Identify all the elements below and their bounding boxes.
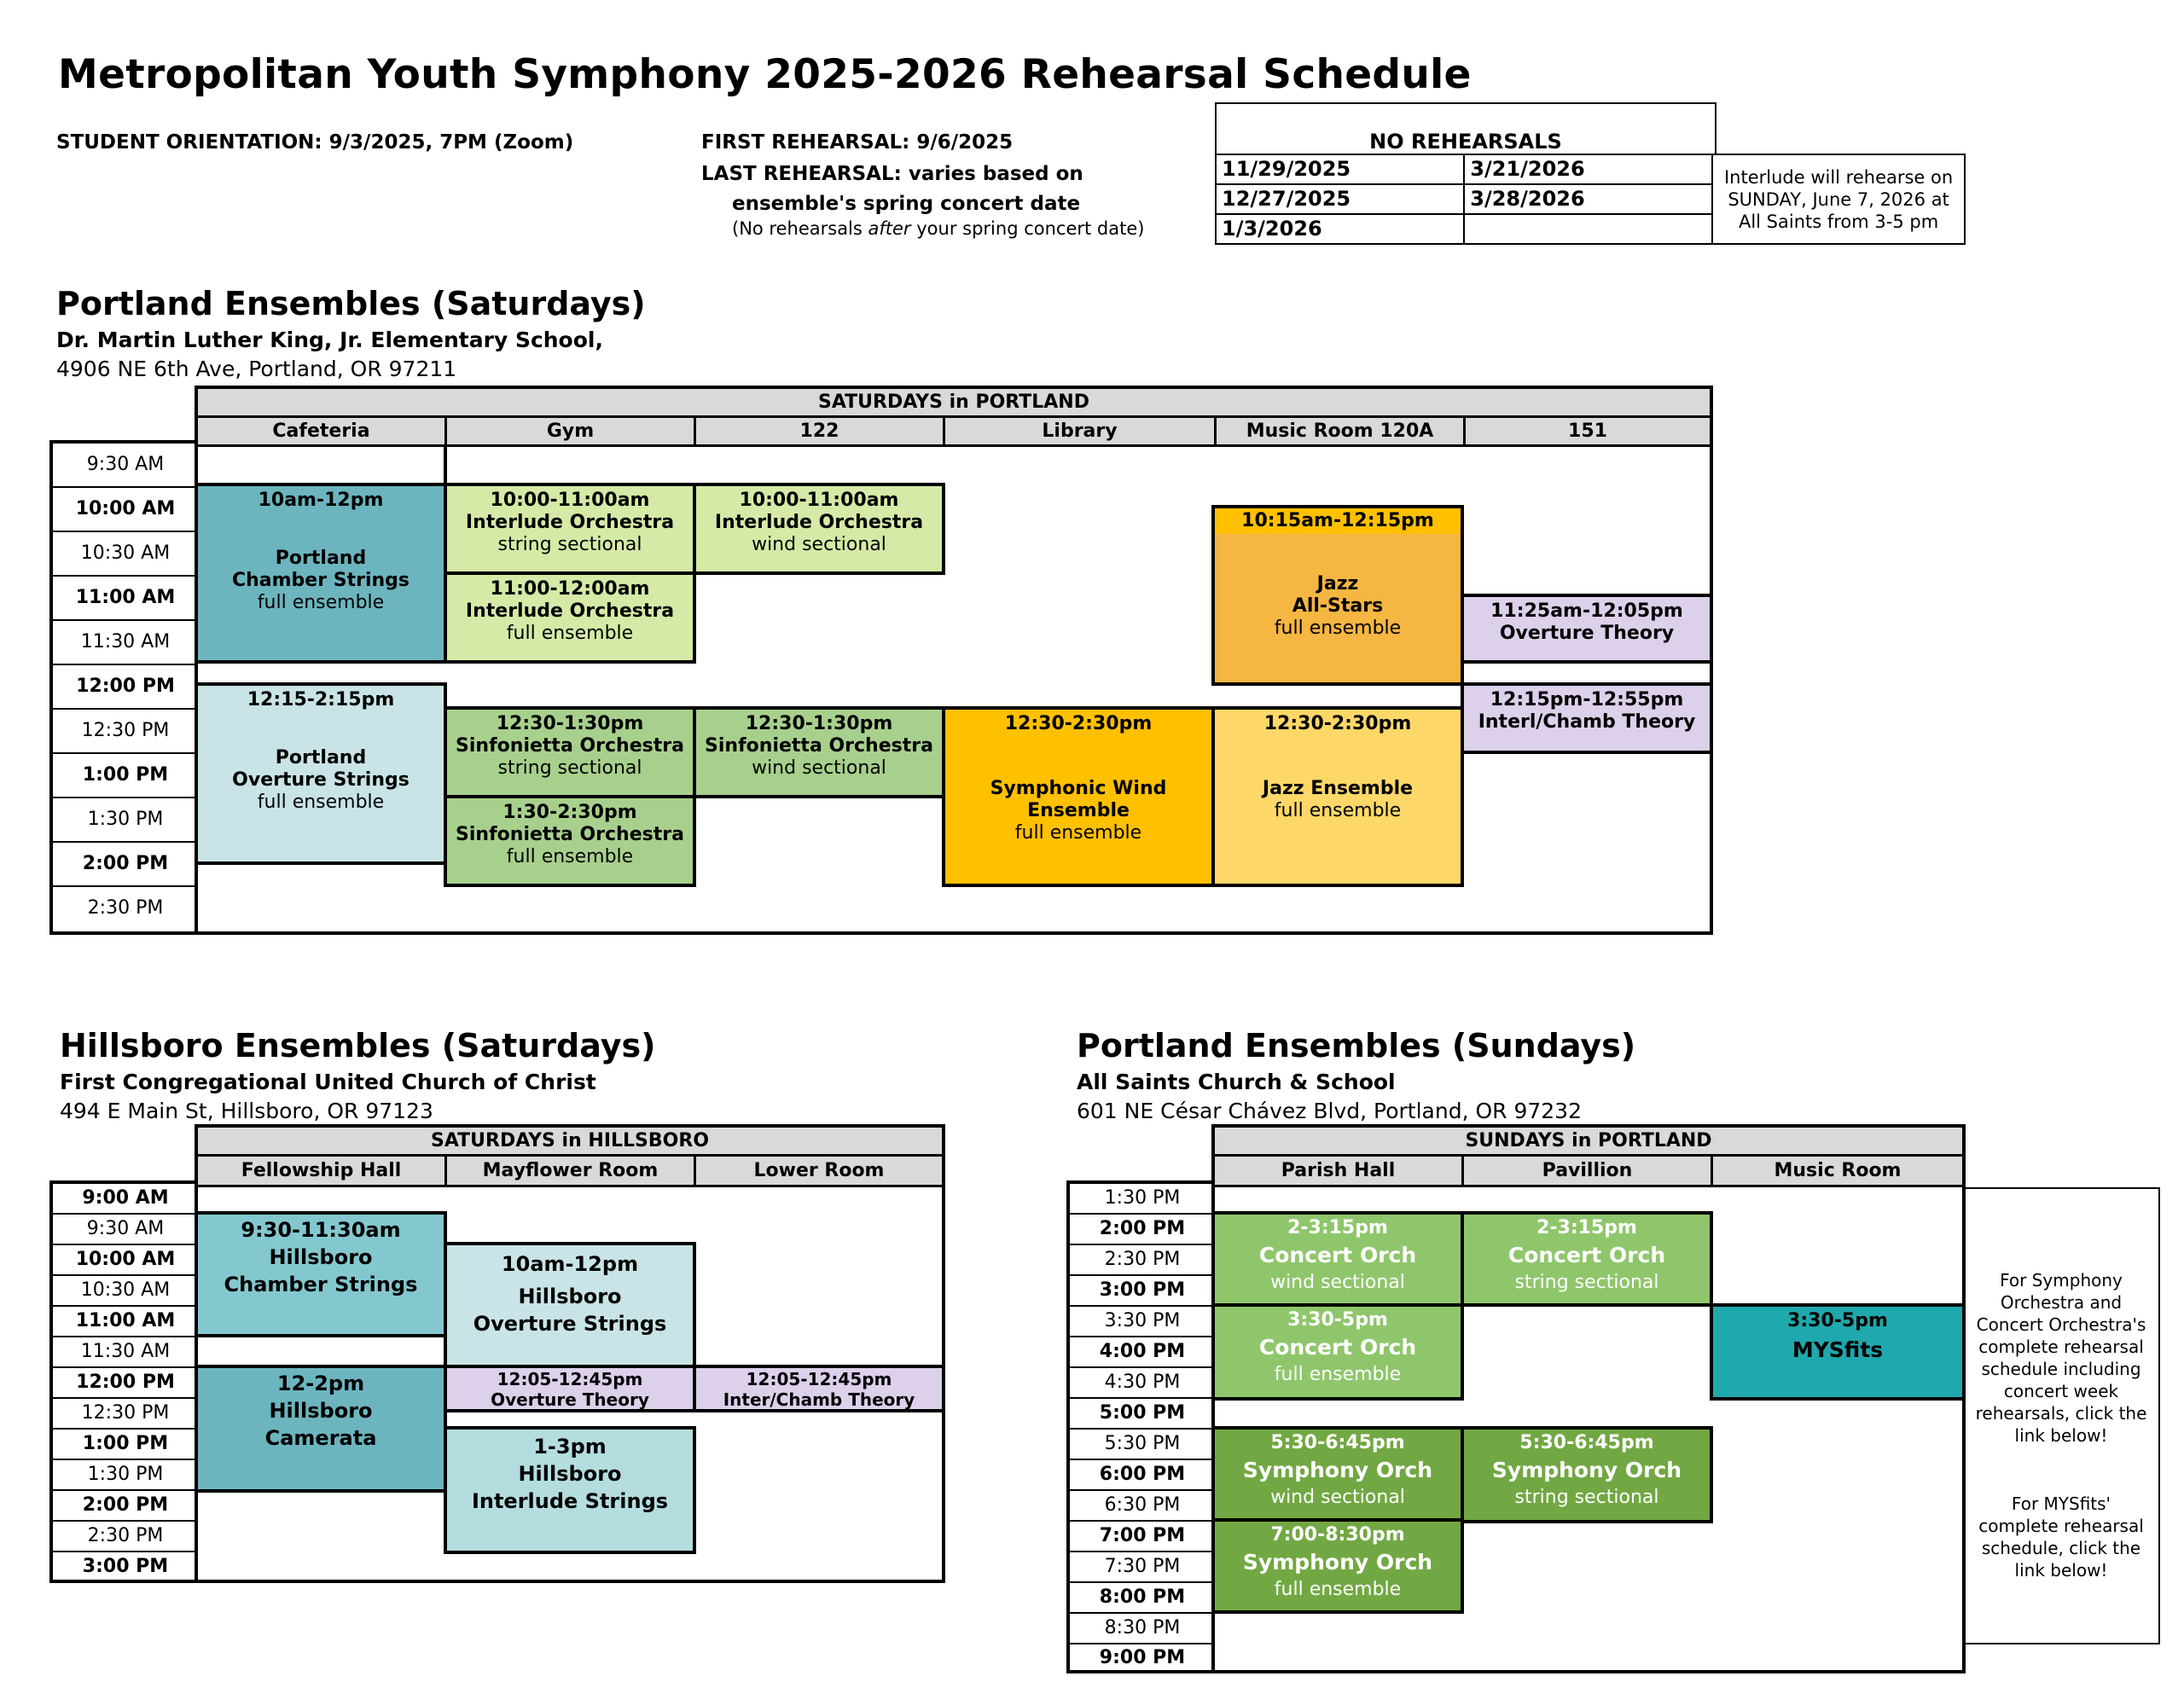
portland-sat-title: Portland Ensembles (Saturdays) (56, 285, 646, 322)
no-rehearsal-date: 12/27/2025 (1216, 184, 1464, 214)
block-jazz-ensemble[interactable] (1211, 706, 1464, 887)
block-type: wind sectional (1270, 1487, 1405, 1508)
block-time: 3:30-5pm (1287, 1309, 1388, 1331)
time-label: 6:00 PM (1070, 1460, 1215, 1491)
block-name: Overture Theory (1499, 623, 1675, 644)
time-label: 5:30 PM (1070, 1430, 1215, 1460)
time-label: 1:30 PM (53, 1460, 198, 1491)
block-time: 5:30-6:45pm (1270, 1432, 1405, 1453)
block-time: 12:30-1:30pm (496, 713, 644, 734)
time-label: 9:30 AM (53, 444, 198, 488)
room-library: Library (945, 418, 1217, 447)
room-cafeteria: Cafeteria (198, 418, 447, 447)
time-label: 11:30 AM (53, 621, 198, 665)
block-time: 12:30-2:30pm (1263, 713, 1412, 734)
block-time: 3:30-5pm (1787, 1310, 1888, 1331)
mysfits-schedule-note: For MYSfits' complete rehearsal schedule, click the link below! (1978, 1494, 2144, 1580)
block-name: Overture Theory (491, 1389, 649, 1410)
hillsboro-sat-table-title: SATURDAYS in HILLSBORO (198, 1128, 942, 1157)
block-time: 12:15pm-12:55pm (1490, 689, 1684, 710)
block-name: Inter/Chamb Theory (723, 1389, 915, 1410)
block-name: Sinfonietta Orchestra (456, 824, 684, 845)
time-label: 10:00 AM (53, 488, 198, 532)
time-label: 2:00 PM (53, 843, 198, 887)
block-time: 11:00-12:00am (490, 578, 650, 600)
symphony-schedule-note: For Symphony Orchestra and Concert Orchestra's complete rehearsal schedule including concert week rehearsals, click the link below! (1975, 1270, 2147, 1446)
time-label: 1:30 PM (53, 798, 198, 843)
block-sinfonietta-string-sectional[interactable] (444, 706, 696, 798)
block-name: Symphony Orch (1242, 1550, 1433, 1575)
time-label: 12:30 PM (53, 1399, 198, 1430)
block-type: full ensemble (1274, 1579, 1402, 1600)
sunday-note-box (1962, 1187, 2160, 1644)
block-concert-orch-wind[interactable] (1211, 1211, 1464, 1307)
block-name: MYSfits (1792, 1337, 1884, 1362)
block-name: Portland (275, 548, 367, 569)
block-name: Symphony Orch (1491, 1458, 1682, 1482)
block-type: wind sectional (1270, 1272, 1405, 1293)
block-mysfits[interactable] (1710, 1303, 1966, 1401)
block-name: Jazz Ensemble (1262, 778, 1414, 799)
room-pavillion: Pavillion (1464, 1157, 1713, 1187)
block-time: 12:15-2:15pm (247, 689, 395, 710)
no-rehearsals-title: NO REHEARSALS (1369, 130, 1562, 154)
block-type: full ensemble (257, 592, 385, 613)
time-label: 6:30 PM (1070, 1491, 1215, 1522)
block-portland-chamber-strings[interactable] (195, 483, 447, 664)
block-type: string sectional (497, 757, 642, 779)
portland-sat-venue: Dr. Martin Luther King, Jr. Elementary School, (56, 328, 603, 352)
hillsboro-sat-venue: First Congregational United Church of Christ (60, 1070, 596, 1094)
time-label: 9:00 AM (53, 1184, 198, 1215)
room-fellowship-hall: Fellowship Hall (198, 1157, 447, 1187)
block-type: full ensemble (506, 623, 634, 644)
time-label: 12:30 PM (53, 710, 198, 754)
room-music-120a: Music Room 120A (1217, 418, 1466, 447)
block-symphony-orch-wind[interactable] (1211, 1426, 1464, 1523)
block-type: full ensemble (1274, 618, 1402, 639)
block-symphonic-wind-ensemble[interactable] (942, 706, 1215, 887)
page-title: Metropolitan Youth Symphony 2025-2026 Rehearsal Schedule (58, 51, 1472, 98)
block-type: string sectional (1514, 1272, 1659, 1293)
interlude-note: Interlude will rehearse on SUNDAY, June 7, 2026 at All Saints from 3-5 pm (1712, 154, 1965, 244)
portland-sun-time-column (1066, 1180, 1215, 1673)
time-label: 12:00 PM (53, 1368, 198, 1399)
block-symphony-orch-string[interactable] (1461, 1426, 1713, 1523)
block-type: string sectional (1514, 1487, 1659, 1508)
block-name: Interlude Orchestra (465, 600, 675, 622)
no-rehearsal-after-note: (No rehearsals after your spring concert date) (732, 218, 1145, 239)
room-122: 122 (696, 418, 945, 447)
hillsboro-sat-address: 494 E Main St, Hillsboro, OR 97123 (60, 1099, 433, 1123)
block-name: Concert Orch (1507, 1243, 1666, 1267)
first-rehearsal-info: FIRST REHEARSAL: 9/6/2025 (701, 131, 1014, 154)
block-name: Sinfonietta Orchestra (705, 735, 933, 757)
block-concert-orch-full[interactable] (1211, 1303, 1464, 1401)
portland-sat-table-title: SATURDAYS in PORTLAND (198, 389, 1710, 418)
last-rehearsal-detail: ensemble's spring concert date (732, 193, 1081, 215)
room-mayflower: Mayflower Room (447, 1157, 696, 1187)
block-interlude-wind-sectional[interactable] (693, 483, 945, 575)
block-name: Interl/Chamb Theory (1478, 711, 1696, 733)
block-sinfonietta-wind-sectional[interactable] (693, 706, 945, 798)
block-jazz-allstars[interactable] (1211, 505, 1464, 686)
block-hillsboro-camerata[interactable] (195, 1365, 447, 1493)
portland-sun-title: Portland Ensembles (Sundays) (1077, 1027, 1636, 1064)
time-label: 7:30 PM (1070, 1552, 1215, 1583)
time-label: 10:30 AM (53, 1276, 198, 1307)
block-type: full ensemble (1274, 800, 1402, 821)
block-hillsboro-overture-strings[interactable] (444, 1242, 696, 1370)
block-name: Hillsboro (269, 1245, 373, 1269)
no-rehearsal-date: 3/21/2026 (1464, 154, 1712, 184)
block-interlude-string-sectional[interactable] (444, 483, 696, 575)
block-type: wind sectional (752, 534, 886, 555)
block-hillsboro-inter-chamb-theory[interactable] (693, 1365, 945, 1412)
portland-sat-time-column (49, 440, 198, 935)
block-name: Hillsboro (269, 1399, 373, 1423)
block-type: full ensemble (506, 846, 634, 867)
time-label: 11:30 AM (53, 1337, 198, 1368)
time-label: 2:30 PM (1070, 1245, 1215, 1276)
block-name: Hillsboro (518, 1462, 622, 1486)
block-time: 10:00-11:00am (490, 490, 650, 511)
block-interl-chamb-theory[interactable] (1461, 682, 1713, 754)
block-time: 10:00-11:00am (739, 490, 899, 511)
time-label: 1:30 PM (1070, 1184, 1215, 1215)
block-time: 2-3:15pm (1536, 1217, 1637, 1238)
block-name: Overture Strings (232, 769, 410, 791)
orientation-info: STUDENT ORIENTATION: 9/3/2025, 7PM (Zoom) (56, 131, 574, 154)
block-name: Hillsboro (518, 1285, 622, 1308)
time-label: 4:30 PM (1070, 1368, 1215, 1399)
portland-sat-address: 4906 NE 6th Ave, Portland, OR 97211 (56, 357, 457, 381)
time-label: 5:00 PM (1070, 1399, 1215, 1430)
block-symphony-orch-full[interactable] (1211, 1518, 1464, 1614)
hillsboro-sat-title: Hillsboro Ensembles (Saturdays) (60, 1027, 656, 1064)
room-151: 151 (1466, 418, 1710, 447)
room-music-room: Music Room (1713, 1157, 1962, 1187)
block-name: Chamber Strings (231, 570, 410, 591)
block-hillsboro-overture-theory[interactable] (444, 1365, 696, 1412)
block-name: All-Stars (1292, 595, 1384, 617)
block-type: wind sectional (752, 757, 886, 779)
block-time: 9:30-11:30am (241, 1218, 401, 1242)
time-label: 1:00 PM (53, 1430, 198, 1460)
block-name: Chamber Strings (224, 1273, 418, 1296)
block-name: Concert Orch (1258, 1243, 1417, 1267)
block-sinfonietta-full[interactable] (444, 795, 696, 887)
block-time: 10am-12pm (501, 1252, 639, 1276)
last-rehearsal-info: LAST REHEARSAL: varies based on (701, 163, 1083, 185)
room-gym: Gym (447, 418, 696, 447)
no-rehearsals-table (1215, 154, 1966, 245)
time-label: 11:00 AM (53, 1307, 198, 1337)
portland-sun-address: 601 NE César Chávez Blvd, Portland, OR 97232 (1077, 1099, 1582, 1123)
block-time: 7:00-8:30pm (1270, 1524, 1405, 1546)
no-rehearsals-header-box (1215, 102, 1716, 155)
block-time: 12:30-2:30pm (1004, 713, 1153, 734)
block-name: Concert Orch (1258, 1335, 1417, 1360)
time-label: 1:00 PM (53, 754, 198, 798)
time-label: 11:00 AM (53, 577, 198, 621)
block-overture-theory[interactable] (1461, 594, 1713, 664)
block-name: Jazz (1316, 573, 1359, 594)
block-hillsboro-chamber-strings[interactable] (195, 1211, 447, 1337)
block-portland-overture-strings[interactable] (195, 682, 447, 865)
block-name: Interlude Orchestra (465, 512, 675, 533)
no-rehearsal-date: 3/28/2026 (1464, 184, 1712, 214)
block-name: Sinfonietta Orchestra (456, 735, 684, 757)
time-label: 7:00 PM (1070, 1522, 1215, 1552)
time-label: 3:30 PM (1070, 1307, 1215, 1337)
hillsboro-sat-time-column (49, 1180, 198, 1583)
block-name: Symphonic Wind (990, 778, 1167, 799)
block-name: Interlude Orchestra (714, 512, 924, 533)
block-time: 12:05-12:45pm (746, 1369, 892, 1389)
time-label: 10:00 AM (53, 1245, 198, 1276)
block-type: full ensemble (1274, 1364, 1402, 1385)
time-label: 2:00 PM (1070, 1215, 1215, 1245)
no-rehearsal-date: 1/3/2026 (1216, 214, 1464, 244)
time-label: 3:00 PM (1070, 1276, 1215, 1307)
block-time: 11:25am-12:05pm (1490, 600, 1683, 622)
time-label: 12:00 PM (53, 665, 198, 710)
block-time: 10am-12pm (258, 490, 384, 511)
no-rehearsal-date: 11/29/2025 (1216, 154, 1464, 184)
block-name: Camerata (264, 1426, 377, 1450)
block-type: full ensemble (257, 792, 385, 813)
block-time: 1:30-2:30pm (502, 802, 637, 823)
block-type: full ensemble (1014, 822, 1142, 844)
block-hillsboro-interlude-strings[interactable] (444, 1426, 696, 1554)
block-name: Portland (275, 747, 367, 768)
block-time: 12:05-12:45pm (497, 1369, 643, 1389)
block-time: 10:15am-12:15pm (1215, 508, 1461, 534)
block-name: Overture Strings (473, 1312, 667, 1336)
block-name: Ensemble (1027, 800, 1130, 821)
block-name: Interlude Strings (471, 1489, 669, 1513)
time-label: 4:00 PM (1070, 1337, 1215, 1368)
block-concert-orch-string[interactable] (1461, 1211, 1713, 1307)
block-time: 1-3pm (533, 1435, 607, 1459)
time-label: 2:00 PM (53, 1491, 198, 1522)
block-name: Symphony Orch (1242, 1458, 1433, 1482)
no-rehearsal-empty (1464, 214, 1712, 244)
time-label: 2:30 PM (53, 1522, 198, 1552)
time-label: 10:30 AM (53, 532, 198, 577)
time-label: 8:00 PM (1070, 1583, 1215, 1614)
room-parish-hall: Parish Hall (1215, 1157, 1464, 1187)
block-interlude-full[interactable] (444, 571, 696, 664)
time-label: 8:30 PM (1070, 1614, 1215, 1644)
time-label: 3:00 PM (82, 1556, 169, 1577)
block-time: 5:30-6:45pm (1519, 1432, 1654, 1453)
room-lower: Lower Room (696, 1157, 942, 1187)
block-type: string sectional (497, 534, 642, 555)
block-time: 2-3:15pm (1287, 1217, 1388, 1238)
portland-sun-venue: All Saints Church & School (1077, 1070, 1396, 1094)
time-label: 9:00 PM (1099, 1647, 1186, 1668)
block-time: 12:30-1:30pm (745, 713, 893, 734)
portland-sun-table-title: SUNDAYS in PORTLAND (1215, 1128, 1962, 1157)
block-time: 12-2pm (276, 1372, 365, 1395)
time-label: 9:30 AM (53, 1215, 198, 1245)
time-label: 2:30 PM (87, 897, 164, 919)
